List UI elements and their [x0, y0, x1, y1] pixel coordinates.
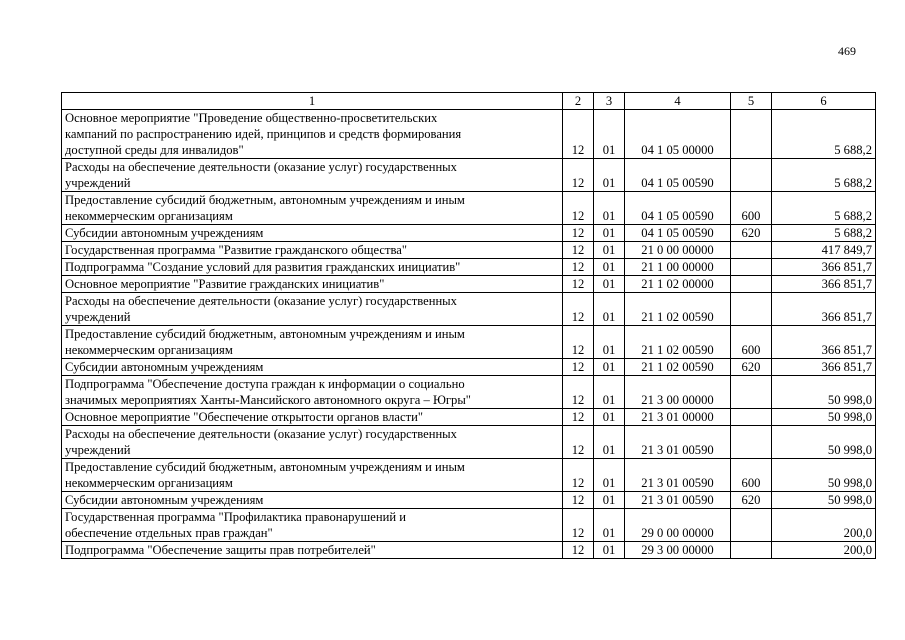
table-row [62, 359, 876, 376]
subsection-code-cell: 01 [594, 359, 625, 376]
target-article-cell: 21 3 01 00590 [625, 426, 731, 459]
section-code-cell: 12 [563, 159, 594, 192]
section-code-cell: 12 [563, 110, 594, 159]
table-row [62, 259, 876, 276]
section-code-cell: 12 [563, 492, 594, 509]
subsection-code-cell: 01 [594, 426, 625, 459]
amount-cell: 5 688,2 [772, 159, 876, 192]
row-name-cell: Расходы на обеспечение деятельности (оказание услуг) государственных учреждений [62, 159, 563, 192]
target-article-cell: 21 1 02 00590 [625, 326, 731, 359]
table-row [62, 542, 876, 559]
table-row [62, 426, 876, 459]
expense-type-cell [731, 276, 772, 293]
subsection-code-cell: 01 [594, 276, 625, 293]
subsection-code-cell: 01 [594, 293, 625, 326]
section-code-cell: 12 [563, 359, 594, 376]
amount-cell: 200,0 [772, 542, 876, 559]
section-code-cell: 12 [563, 293, 594, 326]
amount-cell: 200,0 [772, 509, 876, 542]
expense-type-cell [731, 242, 772, 259]
target-article-cell: 21 3 00 00000 [625, 376, 731, 409]
row-name-cell: Подпрограмма "Обеспечение доступа граждан к информации о социально значимых мероприятиях Ханты-Мансийского автономного округа – Югры" [62, 376, 563, 409]
row-name-cell: Субсидии автономным учреждениям [62, 359, 563, 376]
target-article-cell: 21 0 00 00000 [625, 242, 731, 259]
subsection-code-cell: 01 [594, 509, 625, 542]
section-code-cell: 12 [563, 376, 594, 409]
section-code-cell: 12 [563, 259, 594, 276]
subsection-code-cell: 01 [594, 326, 625, 359]
subsection-code-cell: 01 [594, 492, 625, 509]
subsection-code-cell: 01 [594, 409, 625, 426]
subsection-code-cell: 01 [594, 159, 625, 192]
table-row [62, 509, 876, 542]
target-article-cell: 21 3 01 00590 [625, 492, 731, 509]
section-code-cell: 12 [563, 225, 594, 242]
expense-type-cell [731, 426, 772, 459]
row-name-cell: Подпрограмма "Создание условий для развития гражданских инициатив" [62, 259, 563, 276]
column-header: 3 [594, 93, 625, 110]
subsection-code-cell: 01 [594, 376, 625, 409]
page-number: 469 [838, 44, 856, 58]
section-code-cell: 12 [563, 276, 594, 293]
row-name-cell: Подпрограмма "Обеспечение защиты прав потребителей" [62, 542, 563, 559]
table-row [62, 242, 876, 259]
table-row [62, 376, 876, 409]
amount-cell: 50 998,0 [772, 426, 876, 459]
column-header: 6 [772, 93, 876, 110]
expense-type-cell: 600 [731, 192, 772, 225]
row-name-cell: Государственная программа "Развитие гражданского общества" [62, 242, 563, 259]
amount-cell: 5 688,2 [772, 110, 876, 159]
subsection-code-cell: 01 [594, 192, 625, 225]
target-article-cell: 21 1 02 00590 [625, 359, 731, 376]
amount-cell: 366 851,7 [772, 259, 876, 276]
expense-type-cell: 600 [731, 326, 772, 359]
expense-type-cell: 600 [731, 459, 772, 492]
row-name-cell: Предоставление субсидий бюджетным, автономным учреждениям и иным некоммерческим организациям [62, 326, 563, 359]
table-row [62, 459, 876, 492]
row-name-cell: Расходы на обеспечение деятельности (оказание услуг) государственных учреждений [62, 426, 563, 459]
row-name-cell: Расходы на обеспечение деятельности (оказание услуг) государственных учреждений [62, 293, 563, 326]
row-name-cell: Предоставление субсидий бюджетным, автономным учреждениям и иным некоммерческим организациям [62, 459, 563, 492]
section-code-cell: 12 [563, 409, 594, 426]
target-article-cell: 04 1 05 00590 [625, 159, 731, 192]
table-row [62, 409, 876, 426]
amount-cell: 5 688,2 [772, 225, 876, 242]
budget-table [61, 92, 876, 559]
column-header: 5 [731, 93, 772, 110]
expense-type-cell [731, 509, 772, 542]
expense-type-cell [731, 409, 772, 426]
subsection-code-cell: 01 [594, 259, 625, 276]
target-article-cell: 21 1 02 00590 [625, 293, 731, 326]
column-header: 2 [563, 93, 594, 110]
expense-type-cell: 620 [731, 359, 772, 376]
section-code-cell: 12 [563, 242, 594, 259]
target-article-cell: 04 1 05 00000 [625, 110, 731, 159]
subsection-code-cell: 01 [594, 242, 625, 259]
target-article-cell: 21 1 02 00000 [625, 276, 731, 293]
target-article-cell: 04 1 05 00590 [625, 192, 731, 225]
subsection-code-cell: 01 [594, 110, 625, 159]
row-name-cell: Основное мероприятие "Проведение общественно-просветительских кампаний по распространению идей, принципов и средств формирования доступной среды для инвалидов" [62, 110, 563, 159]
amount-cell: 50 998,0 [772, 459, 876, 492]
amount-cell: 366 851,7 [772, 276, 876, 293]
column-header: 4 [625, 93, 731, 110]
row-name-cell: Основное мероприятие "Обеспечение открытости органов власти" [62, 409, 563, 426]
row-name-cell: Государственная программа "Профилактика правонарушений и обеспечение отдельных прав граждан" [62, 509, 563, 542]
table-row [62, 326, 876, 359]
target-article-cell: 29 0 00 00000 [625, 509, 731, 542]
amount-cell: 366 851,7 [772, 293, 876, 326]
section-code-cell: 12 [563, 326, 594, 359]
subsection-code-cell: 01 [594, 542, 625, 559]
subsection-code-cell: 01 [594, 225, 625, 242]
amount-cell: 5 688,2 [772, 192, 876, 225]
table-row [62, 276, 876, 293]
table-row [62, 293, 876, 326]
target-article-cell: 21 1 00 00000 [625, 259, 731, 276]
amount-cell: 50 998,0 [772, 409, 876, 426]
expense-type-cell [731, 376, 772, 409]
expense-type-cell [731, 159, 772, 192]
expense-type-cell [731, 542, 772, 559]
amount-cell: 366 851,7 [772, 359, 876, 376]
expense-type-cell: 620 [731, 225, 772, 242]
target-article-cell: 29 3 00 00000 [625, 542, 731, 559]
table-row [62, 110, 876, 159]
expense-type-cell [731, 110, 772, 159]
header-row [62, 93, 876, 110]
expense-type-cell: 620 [731, 492, 772, 509]
target-article-cell: 04 1 05 00590 [625, 225, 731, 242]
section-code-cell: 12 [563, 192, 594, 225]
target-article-cell: 21 3 01 00000 [625, 409, 731, 426]
row-name-cell: Субсидии автономным учреждениям [62, 492, 563, 509]
section-code-cell: 12 [563, 542, 594, 559]
section-code-cell: 12 [563, 509, 594, 542]
amount-cell: 50 998,0 [772, 376, 876, 409]
amount-cell: 417 849,7 [772, 242, 876, 259]
row-name-cell: Субсидии автономным учреждениям [62, 225, 563, 242]
row-name-cell: Основное мероприятие "Развитие гражданских инициатив" [62, 276, 563, 293]
column-header: 1 [62, 93, 563, 110]
table-row [62, 492, 876, 509]
target-article-cell: 21 3 01 00590 [625, 459, 731, 492]
table-row [62, 159, 876, 192]
subsection-code-cell: 01 [594, 459, 625, 492]
section-code-cell: 12 [563, 426, 594, 459]
expense-type-cell [731, 259, 772, 276]
amount-cell: 50 998,0 [772, 492, 876, 509]
amount-cell: 366 851,7 [772, 326, 876, 359]
row-name-cell: Предоставление субсидий бюджетным, автономным учреждениям и иным некоммерческим организациям [62, 192, 563, 225]
expense-type-cell [731, 293, 772, 326]
table-row [62, 192, 876, 225]
section-code-cell: 12 [563, 459, 594, 492]
table-row [62, 225, 876, 242]
